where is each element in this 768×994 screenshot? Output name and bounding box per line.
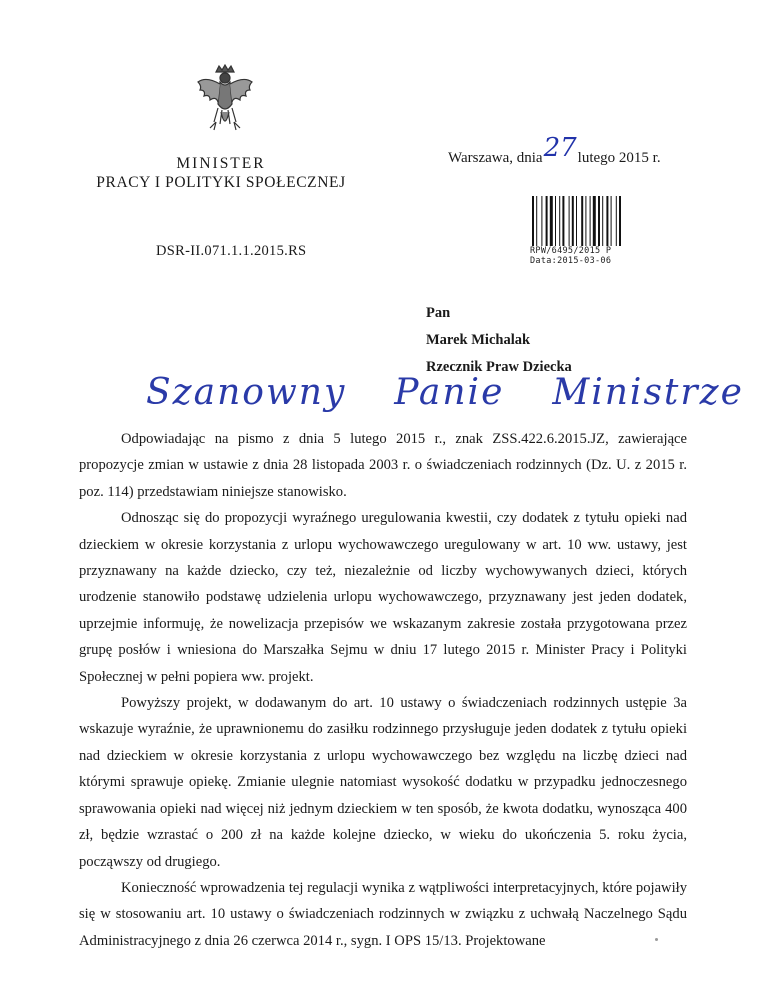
letter-body bbox=[79, 426, 687, 954]
salutation-word-1: Szanowny bbox=[146, 372, 347, 413]
addressee-block bbox=[426, 300, 572, 381]
ministry-title: MINISTER bbox=[176, 155, 266, 172]
body-paragraph-4: Konieczność wprowadzenia tej regulacji wynika z wątpliwości interpretacyjnych, które pojawiły się w stosowaniu art. 10 ustawy o świadczeniach rodzinnych w związku z uchwałą Naczelnego Sądu Administracyjnego z dnia 26 czerwca 2014 r., sygn. I OPS 15/13. Projektowane bbox=[79, 879, 687, 949]
registry-date: Data:2015-03-06 bbox=[530, 256, 612, 266]
registry-stamp bbox=[530, 196, 650, 266]
ministry-name: PRACY I POLITYKI SPOŁECZNEJ bbox=[96, 174, 346, 191]
body-paragraph-3: Powyższy projekt, w dodawanym do art. 10 ustawy o świadczeniach rodzinnych ustępie 3a wskazuje wyraźnie, że uprawnionemu do zasiłku rodzinnego przysługuje jeden dodatek z tytułu opieki nad dzieckiem w okresie korzystania z urlopu wychowawczego bez względu na liczbę dzieci nad którymi sprawuje opiekę. Zmianie ulegnie natomiast wysokość dodatku w przypadku jednoczesnego sprawowania opieki nad więcej niż jednym dzieckiem w ten sposób, że kwota dodatku, wynosząca 400 zł, będzie wzrastać o 200 zł na każde kolejne dziecko, w wieku do ukończenia 5. roku życia, począwszy od drugiego. bbox=[79, 695, 687, 870]
handwritten-salutation bbox=[146, 372, 768, 413]
addressee-title: Pan bbox=[426, 305, 451, 321]
barcode-icon bbox=[530, 196, 648, 246]
place-date-prefix: Warszawa, dnia bbox=[448, 150, 543, 166]
body-paragraph-2: Odnosząc się do propozycji wyraźnego uregulowania kwestii, czy dodatek z tytułu opieki nad dzieckiem w okresie korzystania z urlopu wychowawczego uregulowany w art. 10 ww. ustawy, jest przyznawany na każde dziecko, czy też, niezależnie od liczby wychowywanych dzieci, których urodzenie stanowiło podstawę udzielenia urlopu wychowawczego, przyznawany jest jeden dodatek, uprzejmie informuję, że nowelizacja przepisów we wskazanym zakresie została przygotowana przez grupę posłów i wniesiona do Marszałka Sejmu w dniu 17 lutego 2015 r. Minister Pracy i Polityki Społecznej w pełni popiera ww. projekt. bbox=[79, 510, 687, 685]
reference-number: DSR-II.071.1.1.2015.RS bbox=[156, 243, 307, 259]
place-date-suffix: lutego 2015 r. bbox=[577, 150, 661, 166]
salutation-word-3: Ministrze bbox=[552, 372, 744, 413]
registry-number: RPW/6495/2015 P bbox=[530, 246, 612, 256]
handwritten-date-day: 27 bbox=[543, 133, 577, 163]
place-and-date bbox=[448, 133, 661, 169]
addressee-name: Marek Michalak bbox=[426, 332, 531, 348]
body-paragraph-1: Odpowiadając na pismo z dnia 5 lutego 2015 r., znak ZSS.422.6.2015.JZ, zawierające propozycje zmian w ustawie z dnia 28 listopada 2003 r. o świadczeniach rodzinnych (Dz. U. z 2015 r. poz. 114) przedstawiam niniejsze stanowisko. bbox=[79, 431, 687, 500]
salutation-word-2: Panie bbox=[394, 372, 505, 413]
addressee-position: Rzecznik Praw Dziecka bbox=[426, 359, 572, 375]
scan-speck bbox=[655, 938, 658, 941]
ministry-heading bbox=[86, 154, 356, 192]
polish-eagle-emblem-icon bbox=[196, 64, 254, 132]
